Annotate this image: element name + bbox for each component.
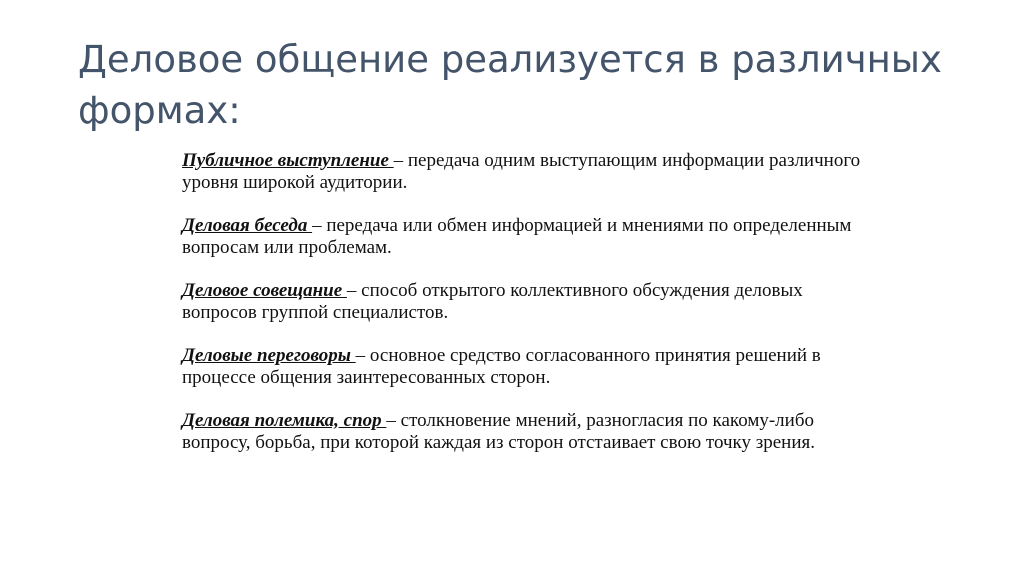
item-term: Деловая полемика, спор — [182, 410, 387, 431]
list-item — [182, 150, 862, 194]
item-definition: – столкновение мнений, разногласия по какому-либо вопросу, борьба, при которой каждая из сторон отстаивает свою точку зрения. — [182, 410, 815, 453]
list-item — [182, 345, 862, 389]
item-definition: – способ открытого коллективного обсуждения деловых вопросов группой специалистов. — [182, 280, 803, 323]
list-item — [182, 410, 862, 454]
definitions-list — [182, 150, 862, 475]
item-definition: – передача одним выступающим информации различного уровня широкой аудитории. — [182, 150, 861, 193]
item-term: Деловая беседа — [182, 215, 313, 236]
item-term: Деловые переговоры — [182, 345, 356, 366]
item-definition: – передача или обмен информацией и мнениями по определенным вопросам или проблемам. — [182, 215, 852, 258]
list-item — [182, 280, 862, 324]
list-item — [182, 215, 862, 259]
item-definition: – основное средство согласованного принятия решений в процессе общения заинтересованных сторон. — [182, 345, 821, 388]
item-term: Деловое совещание — [182, 280, 347, 301]
item-term: Публичное выступление — [182, 150, 394, 171]
slide-title: Деловое общение реализуется в различных формах: — [78, 38, 942, 132]
